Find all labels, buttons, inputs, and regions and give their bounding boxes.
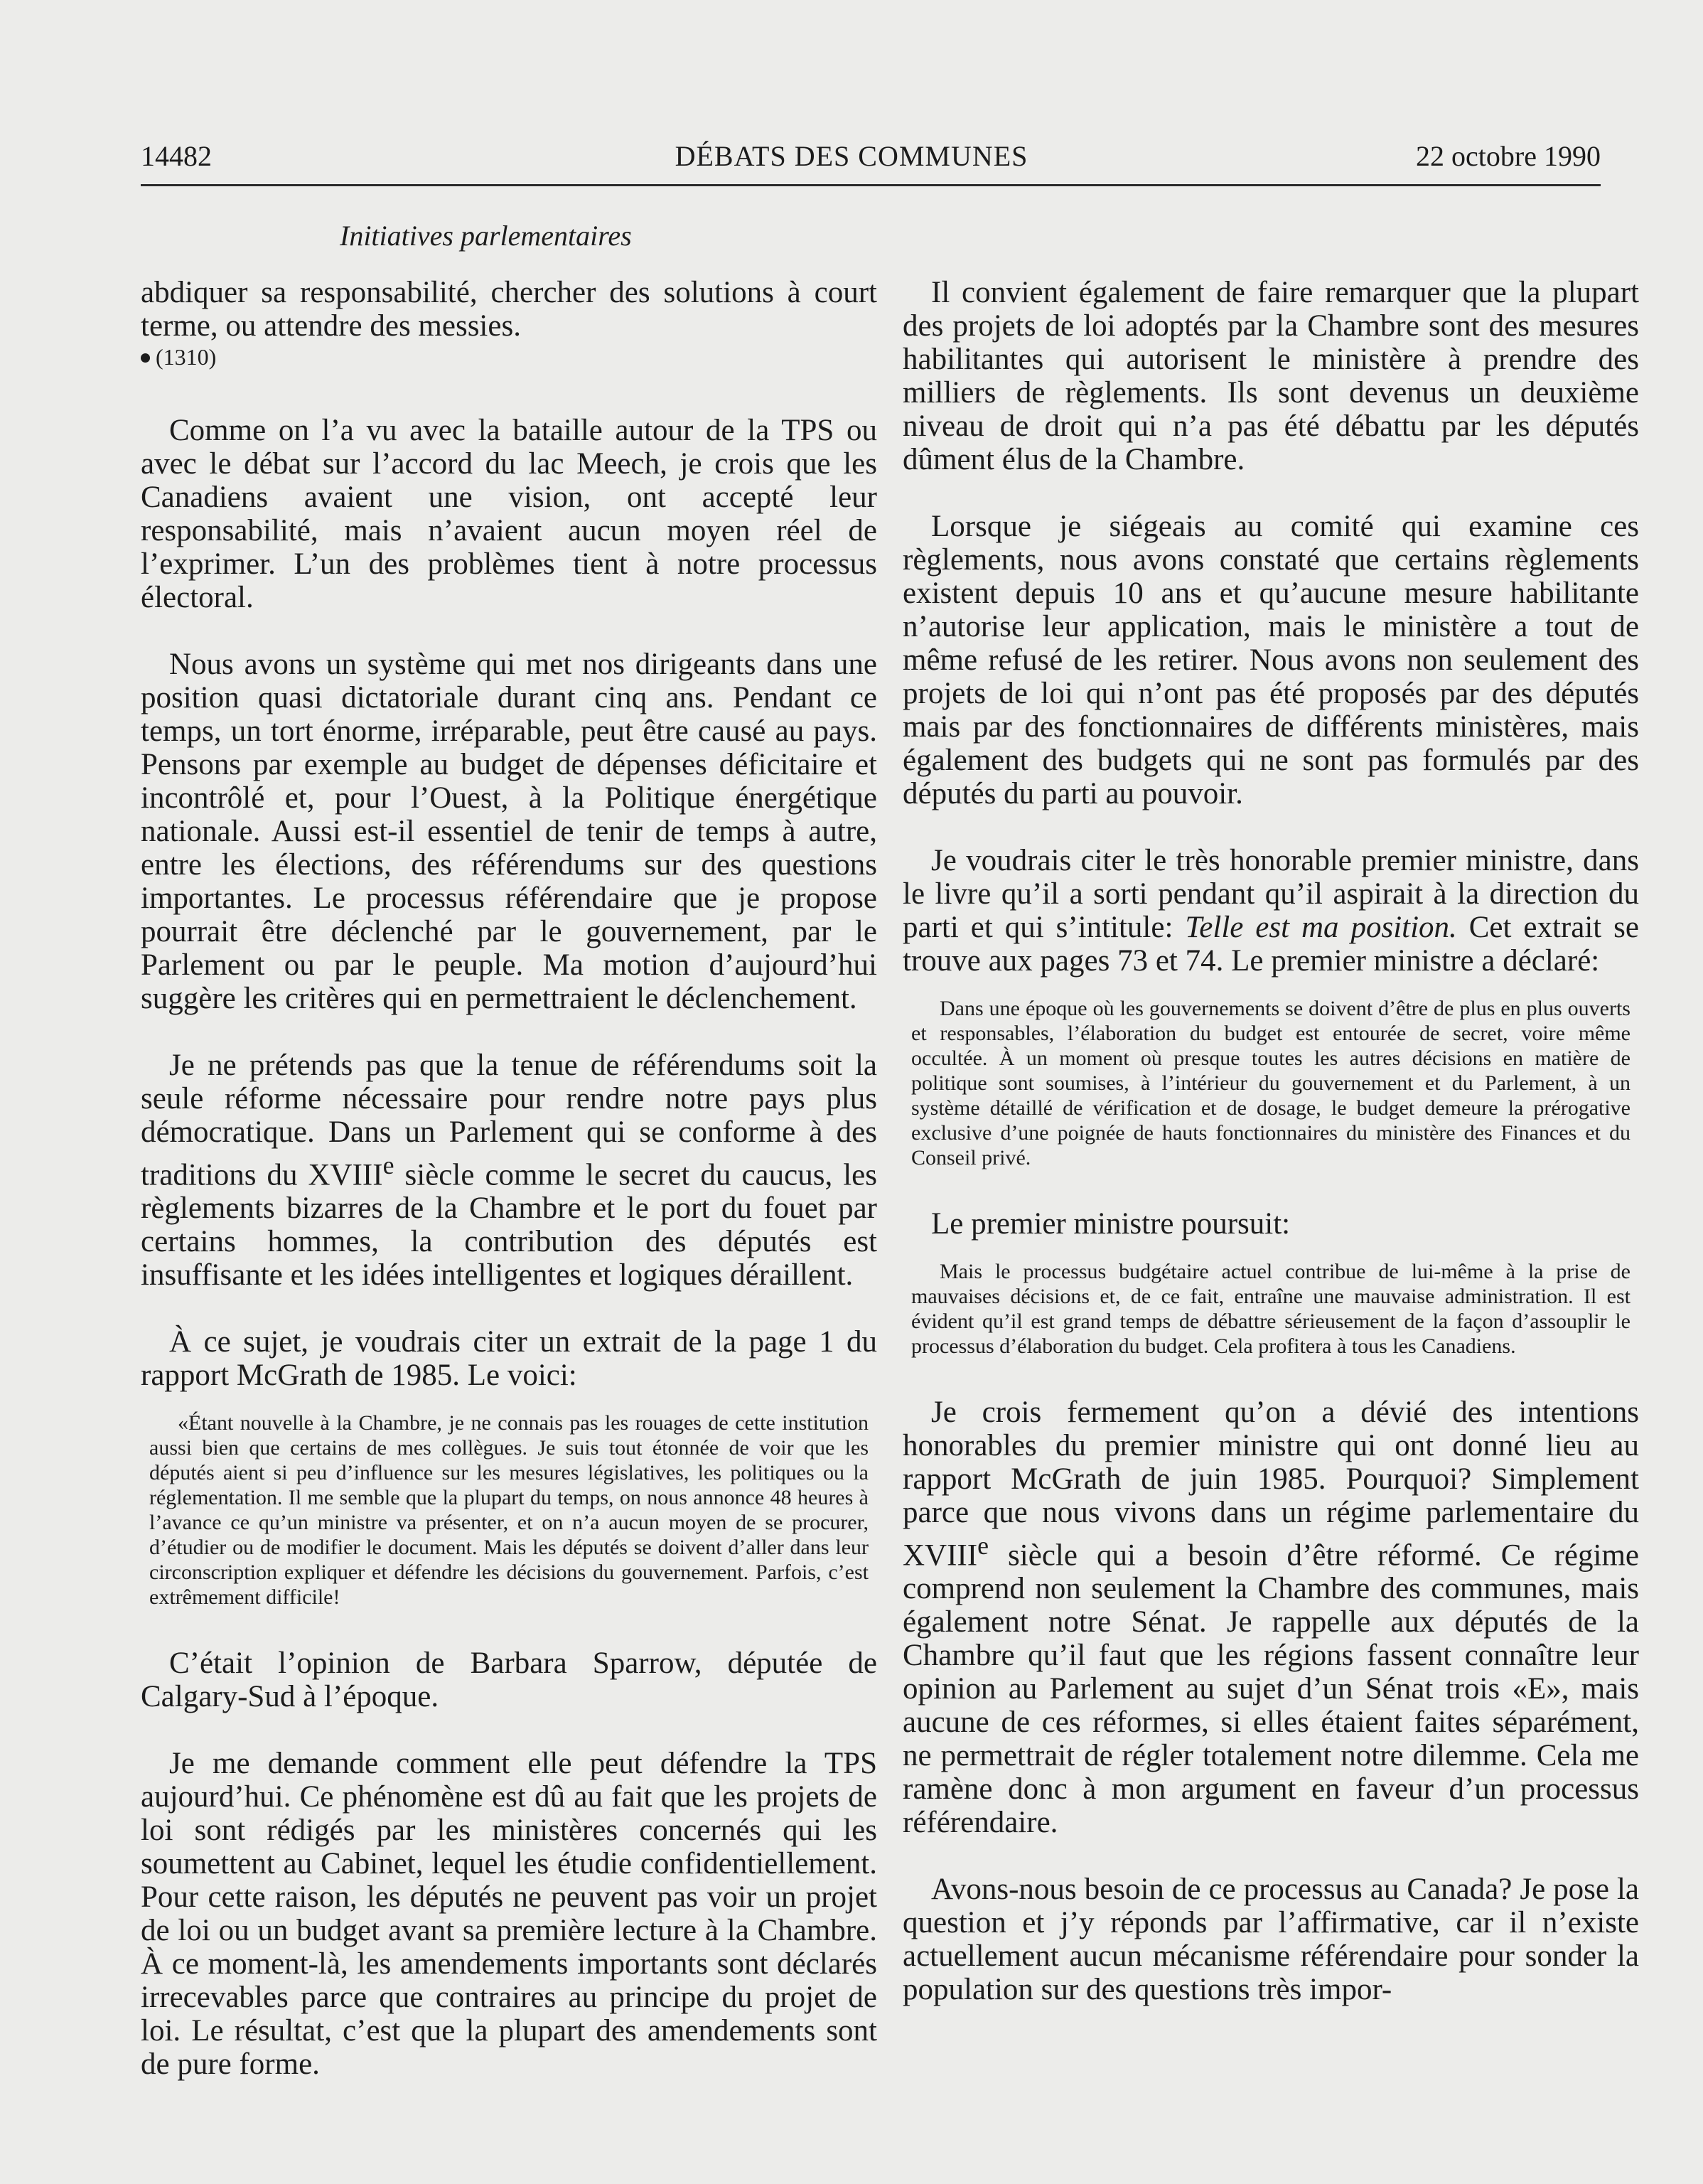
block-quote: Dans une époque où les gouvernements se doivent d’être de plus en plus ouverts et responsables, l’élaboration du budget est entourée de secret, voire même occultée. À un moment où presque toutes les autres décisions en matière de politique sont soumises, à l’intérieur du gouvernement et du Parlement, à un système détaillé de vérification et de dosage, le budget demeure la prérogative exclusive d’une poignée de hauts fonctionnaires du ministère des Finances et du Conseil privé. [911, 997, 1631, 1169]
paragraph: C’était l’opinion de Barbara Sparrow, députée de Calgary-Sud à l’époque. [141, 1647, 877, 1714]
paragraph [141, 1049, 877, 1292]
paragraph [903, 1396, 1639, 1839]
paragraph: Comme on l’a vu avec la bataille autour de la TPS ou avec le débat sur l’accord du lac Meech, je crois que les Canadiens avaient une vision, ont accepté leur responsabilité, mais n’avaient aucun moyen réel de l’exprimer. L’un des problèmes tient à notre processus électoral. [141, 414, 877, 614]
paragraph-text: siècle qui a besoin d’être réformé. Ce régime comprend non seulement la Chambre des communes, mais également notre Sénat. Je rappelle aux députés de la Chambre qu’il faut que les régions fassent connaître leur opinion au Parlement au sujet d’un Sénat trois «E», mais aucune de ces réformes, si elles étaient faites séparément, ne permettrait de régler totalement notre dilemme. Cela me ramène donc à mon argument en faveur d’un processus référendaire. [903, 1538, 1639, 1840]
section-title: Initiatives parlementaires [340, 220, 632, 252]
time-stamp [141, 343, 877, 371]
paragraph-text: Je voudrais citer le très honorable premier ministre, dans le livre qu’il a sorti pendant qu’il aspirait à la direction du parti et qui s’intitule: [903, 844, 1639, 944]
paragraph: À ce sujet, je voudrais citer un extrait de la page 1 du rapport McGrath de 1985. Le voici: [141, 1325, 877, 1393]
paragraph: Avons-nous besoin de ce processus au Canada? Je pose la question et j’y réponds par l’affirmative, car il n’existe actuellement aucun mécanisme référendaire pour sonder la population sur des questions très impor- [903, 1873, 1639, 2007]
paragraph-text: Je crois fermement qu’on a dévié des intentions honorables du premier ministre qui ont donné lieu au rapport McGrath de juin 1985. Pourquoi? Simplement parce que nous vivons dans un régime parlementaire du XVIII [903, 1396, 1639, 1573]
paragraph: Je me demande comment elle peut défendre la TPS aujourd’hui. Ce phénomène est dû au fait que les projets de loi sont rédigés par les ministères concernés qui les soumettent au Cabinet, lequel les étudie confidentiellement. Pour cette raison, les députés ne peuvent pas voir un projet de loi ou un budget avant sa première lecture à la Chambre. À ce moment-là, les amendements importants sont déclarés irrecevables parce que contraires au principe du projet de loi. Le résultat, c’est que la plupart des amendements sont de pure forme. [141, 1747, 877, 2082]
right-column [903, 276, 1639, 2006]
page-number: 14482 [141, 140, 212, 172]
left-column [141, 276, 877, 2081]
time-stamp-text: (1310) [156, 344, 217, 370]
bullet-icon [141, 353, 150, 363]
superscript: e [977, 1531, 989, 1560]
page-date: 22 octobre 1990 [1416, 140, 1601, 172]
paragraph-text: Cet extrait se trouve aux pages 73 et 74. Le premier ministre a déclaré: [903, 911, 1639, 978]
block-quote: Mais le processus budgétaire actuel contribue de lui-même à la prise de mauvaises décisions et, de ce fait, entraîne une mauvaise administration. Il est évident qu’il est grand temps de débattre sérieusement de la façon d’assouplir le processus d’élaboration du budget. Cela profitera à tous les Canadiens. [911, 1260, 1631, 1358]
paragraph-text: siècle comme le secret du caucus, les règlements bizarres de la Chambre et le port du fouet par certains hommes, la contribution des députés est insuffisante et les idées intelligentes et logiques déraillent. [141, 1158, 877, 1292]
paragraph: Le premier ministre poursuit: [931, 1207, 1291, 1241]
superscript: e [382, 1151, 394, 1179]
paragraph-text: Je ne prétends pas que la tenue de référendums soit la seule réforme nécessaire pour rendre notre pays plus démocratique. Dans un Parlement qui se conforme à des traditions du XVIII [141, 1049, 877, 1192]
header-rule [141, 184, 1601, 186]
book-title: Telle est ma position. [1185, 911, 1457, 944]
paragraph: Lorsque je siégeais au comité qui examine ces règlements, nous avons constaté que certains règlements existent depuis 10 ans et qu’aucune mesure habilitante n’autorise leur application, mais le ministère a tout de même refusé de les retirer. Nous avons non seulement des projets de loi qui n’ont pas été proposés par des députés mais par des fonctionnaires de différents ministères, mais également des budgets qui ne sont pas formulés par des députés du parti au pouvoir. [903, 510, 1639, 810]
block-quote: «Étant nouvelle à la Chambre, je ne connais pas les rouages de cette institution aussi bien que certains de mes collègues. Je suis tout étonnée de voir que les députés aient si peu d’influence sur les mesures législatives, les politiques ou la réglementation. Il me semble que la plupart du temps, on nous annonce 48 heures à l’avance ce qu’un ministre va présenter, et on n’a aucun moyen de se procurer, d’étudier ou de modifier le document. Mais les députés se doivent d’aller dans leur circonscription expliquer et défendre les décisions du gouvernement. Parfois, c’est extrêmement difficile! [149, 1411, 869, 1610]
paragraph-continued: abdiquer sa responsabilité, chercher des solutions à court terme, ou attendre des messies. [141, 276, 877, 343]
paragraph: Nous avons un système qui met nos dirigeants dans une position quasi dictatoriale durant cinq ans. Pendant ce temps, un tort énorme, irréparable, peut être causé au pays. Pensons par exemple au budget de dépenses déficitaire et incontrôlé et, pour l’Ouest, à la Politique énergétique nationale. Aussi est-il essentiel de tenir de temps à autre, entre les élections, des référendums sur des questions importantes. Le processus référendaire que je propose pourrait être déclenché par le gouvernement, par le Parlement ou par le peuple. Ma motion d’aujourd’hui suggère les critères qui en permettraient le déclenchement. [141, 648, 877, 1015]
paragraph: Il convient également de faire remarquer que la plupart des projets de loi adoptés par la Chambre sont des mesures habilitantes qui autorisent le ministère à prendre des milliers de règlements. Ils sont devenus un deuxième niveau de droit qui n’a pas été débattu par les députés dûment élus de la Chambre. [903, 276, 1639, 476]
paragraph [903, 844, 1639, 978]
publication-title: DÉBATS DES COMMUNES [675, 140, 1028, 172]
